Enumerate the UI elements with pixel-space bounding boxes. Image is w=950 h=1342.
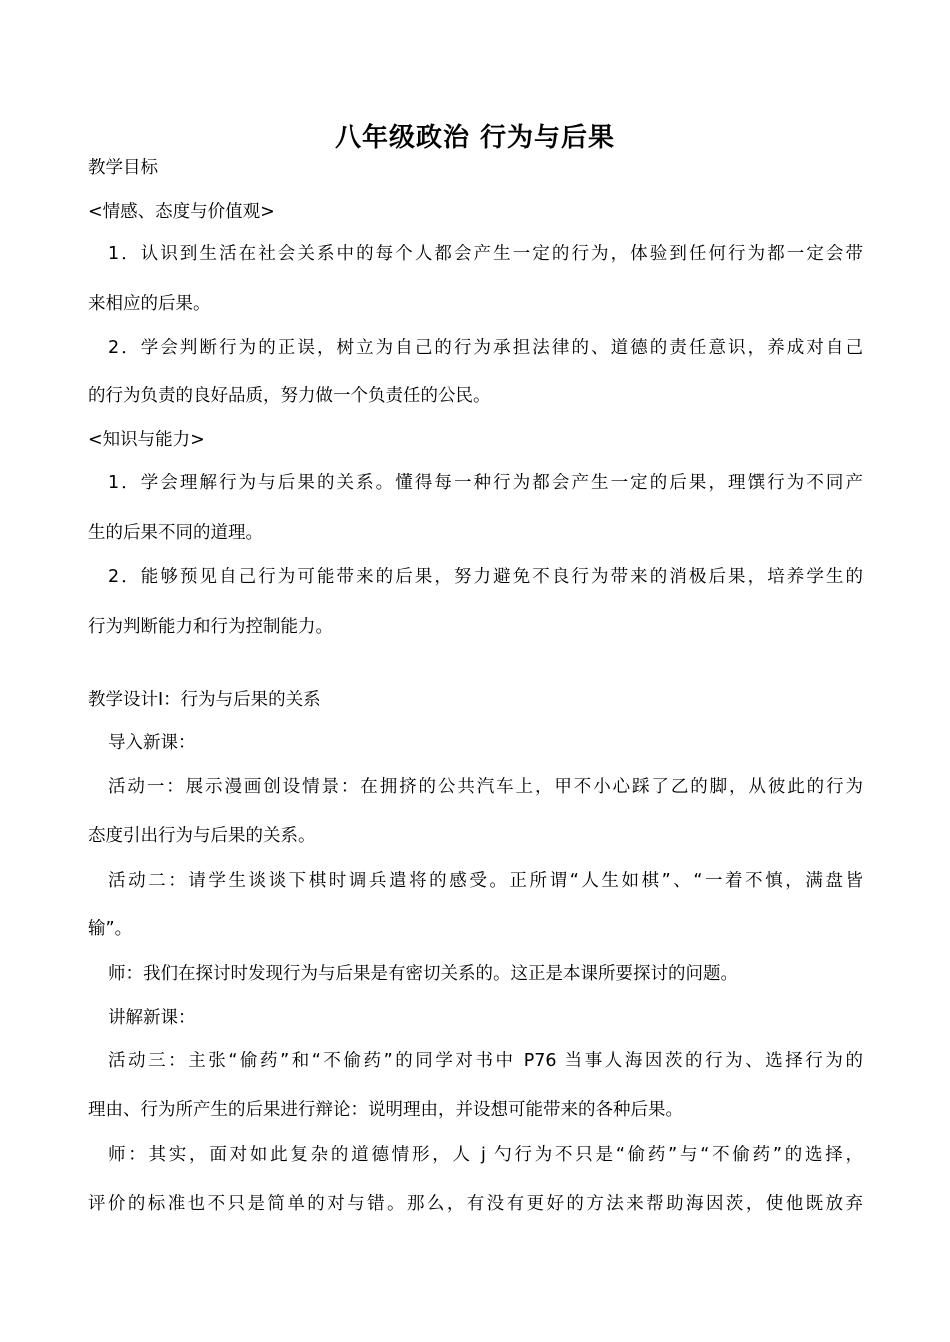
paragraph-line: 理由、行为所产生的后果进行辩论：说明理由，并设想可能带来的各种后果。 [88, 1100, 683, 1120]
subheading-new-lesson: 讲解新课： [108, 1008, 196, 1028]
subheading-intro: 导入新课： [108, 733, 196, 753]
subheading-emotion-values: <情感、态度与价值观> [88, 202, 275, 222]
paragraph-line: 师：其实，面对如此复杂的道德情形，人 j 勺行为不只是“偷药”与“不偷药”的选择， [108, 1145, 863, 1165]
paragraph-line: 活动二：请学生谈谈下棋时调兵遣将的感受。正所谓“人生如棋”、“一着不慎，满盘皆 [108, 871, 863, 891]
paragraph-line: 输”。 [88, 919, 133, 939]
paragraph-line: 活动三：主张“偷药”和“不偷药”的同学对书中 P76 当事人海因茨的行为、选择行为的 [108, 1051, 863, 1071]
paragraph-line: 行为判断能力和行为控制能力。 [88, 617, 333, 637]
paragraph-line: 2．能够预见自己行为可能带来的后果，努力避免不良行为带来的消极后果，培养学生的 [108, 567, 863, 587]
paragraph-line: 来相应的后果。 [88, 294, 211, 314]
paragraph-line: 师：我们在探讨时发现行为与后果是有密切关系的。这正是本课所要探讨的问题。 [108, 964, 738, 984]
paragraph-line: 1．认识到生活在社会关系中的每个人都会产生一定的行为，体验到任何行为都一定会带 [108, 244, 863, 264]
subheading-knowledge-ability: <知识与能力> [88, 430, 205, 450]
paragraph-line: 态度引出行为与后果的关系。 [88, 826, 316, 846]
paragraph-line: 评价的标准也不只是简单的对与错。那么，有没有更好的方法来帮助海因茨，使他既放弃 [88, 1194, 863, 1214]
paragraph-line: 1．学会理解行为与后果的关系。懂得每一种行为都会产生一定的后果，理馔行为不同产 [108, 473, 863, 493]
paragraph-line: 2．学会判断行为的正误，树立为自己的行为承担法律的、道德的责任意识，养成对自己 [108, 338, 863, 358]
document-title: 八年级政治 行为与后果 [334, 123, 616, 153]
section-heading-design: 教学设计Ⅰ：行为与后果的关系 [88, 690, 321, 710]
paragraph-line: 生的后果不同的道理。 [88, 523, 263, 543]
section-heading-objectives: 教学目标 [88, 158, 158, 178]
paragraph-line: 的行为负责的良好品质，努力做一个负责任的公民。 [88, 386, 491, 406]
paragraph-line: 活动一：展示漫画创设情景：在拥挤的公共汽车上，甲不小心踩了乙的脚，从彼此的行为 [108, 777, 863, 797]
